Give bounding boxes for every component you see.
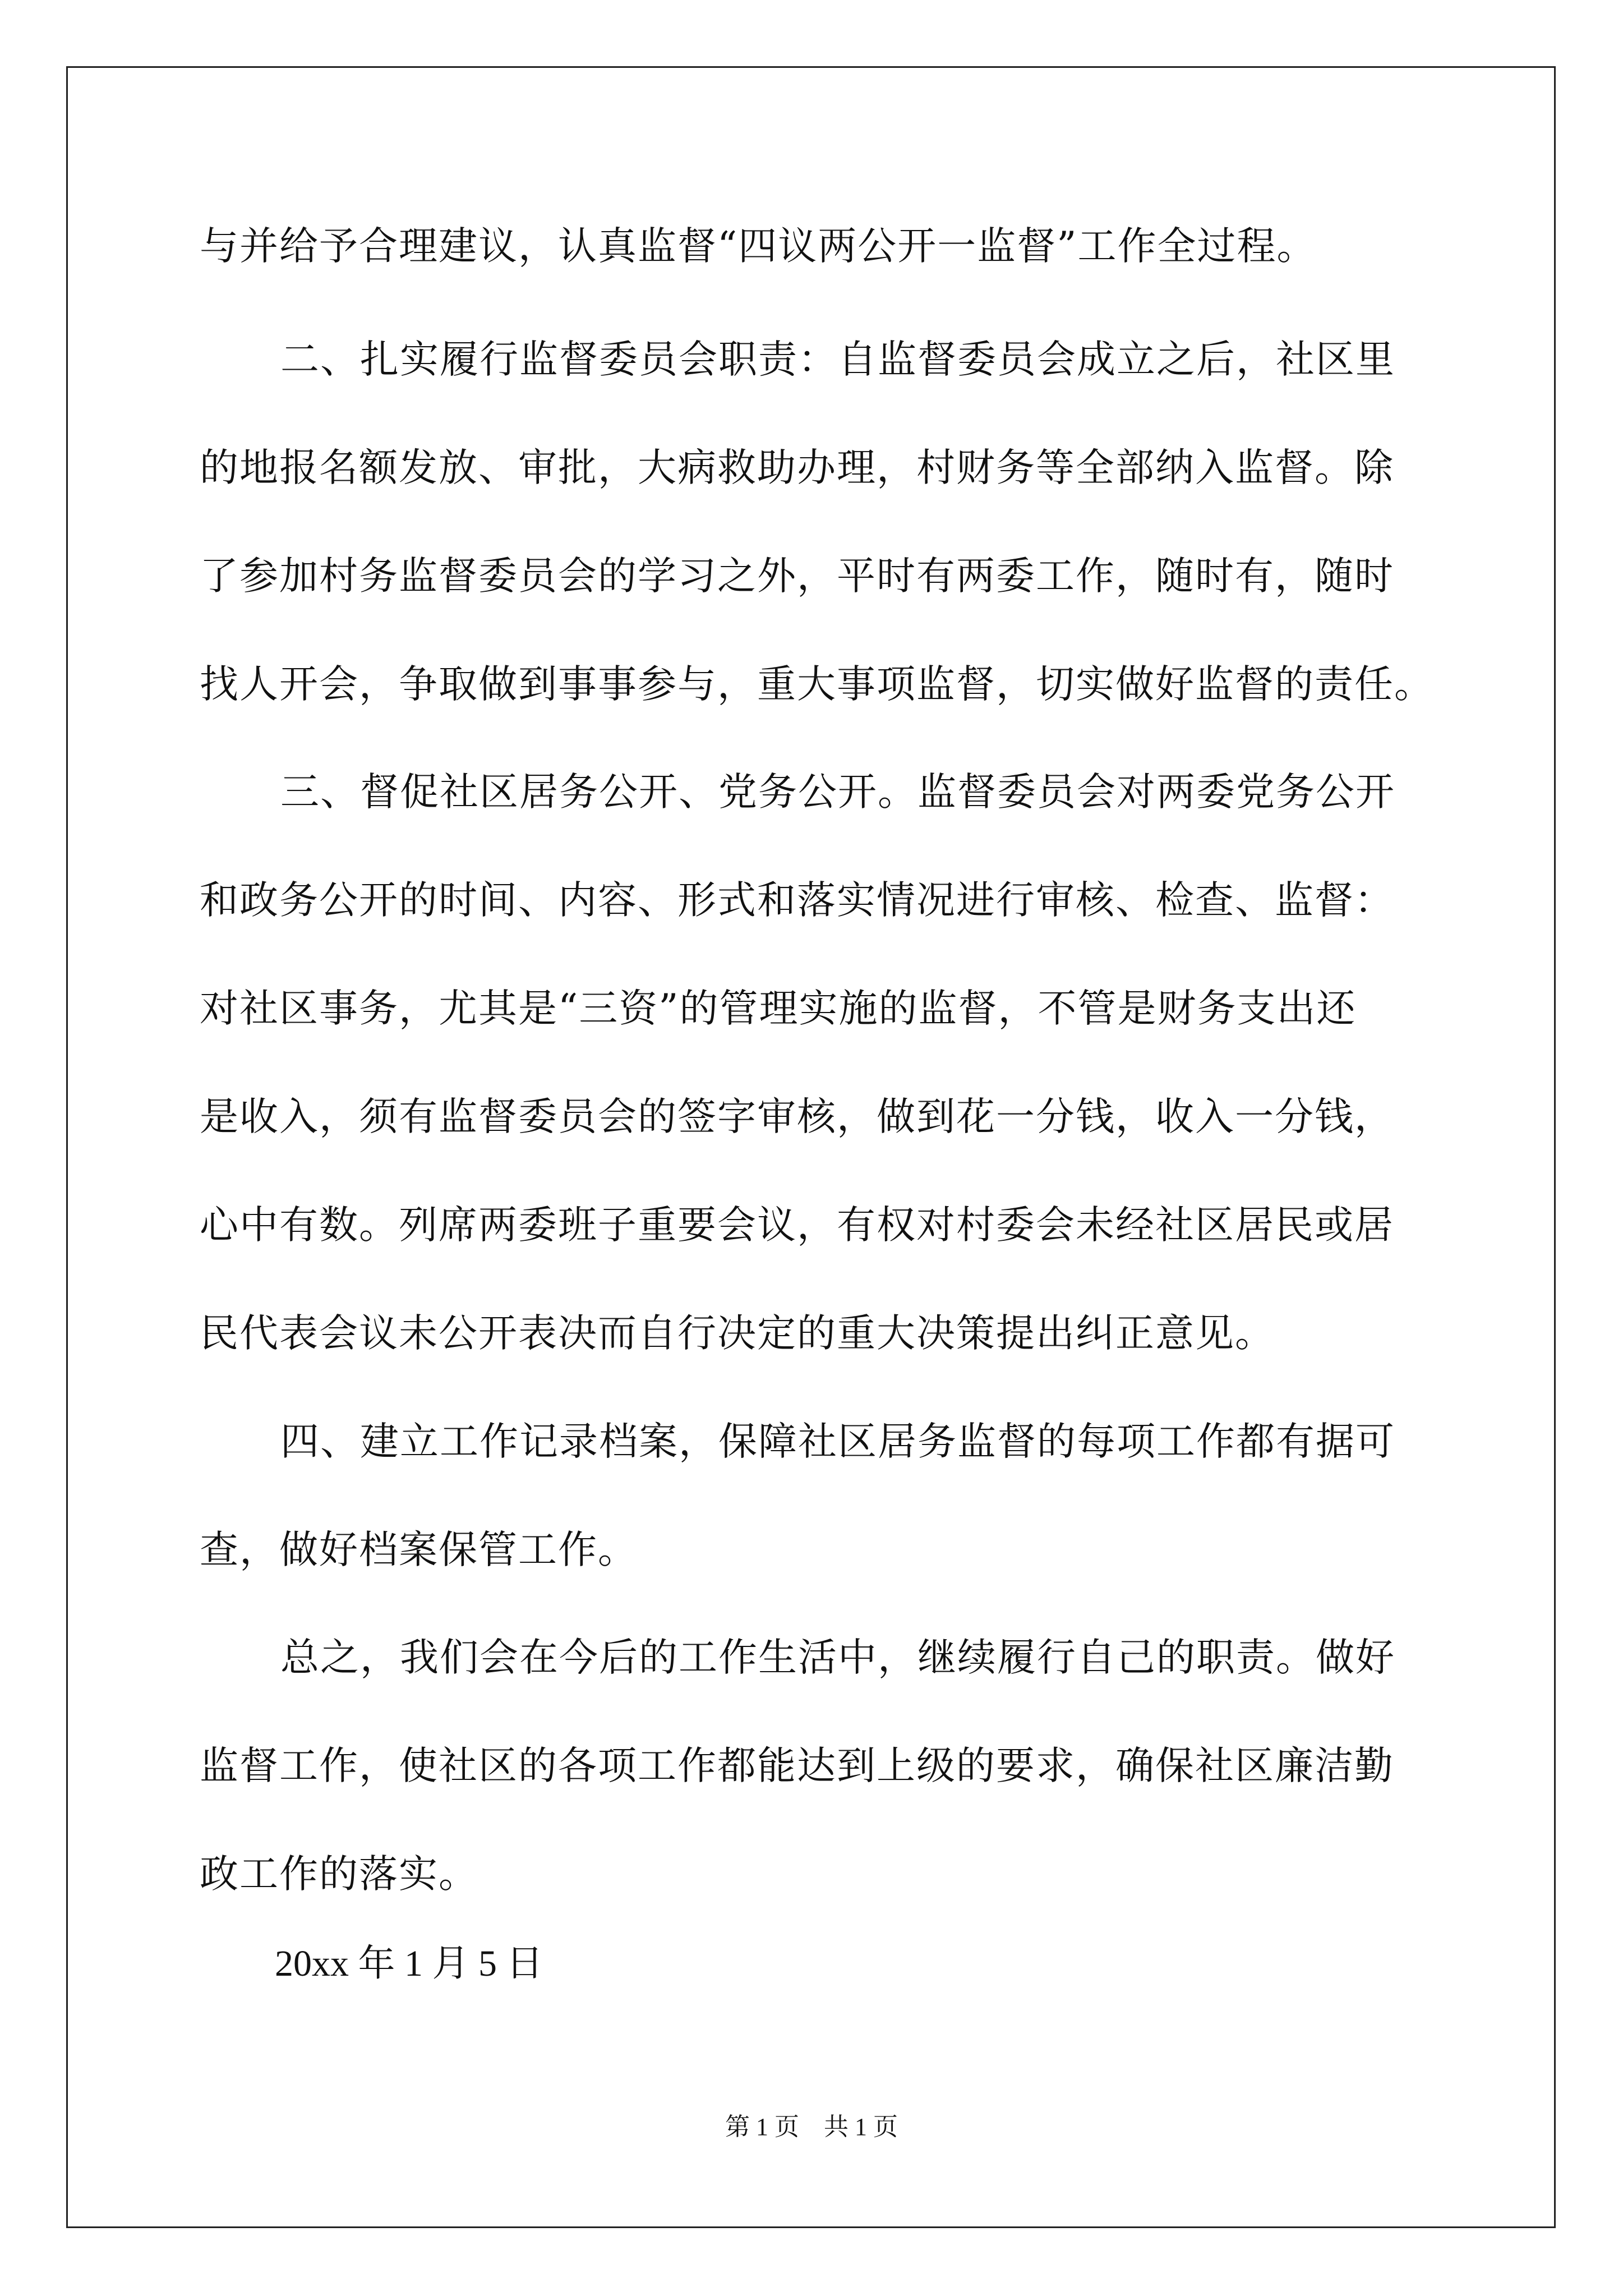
paragraph-3-line-4: 是收入，须有监督委员会的签字审核，做到花一分钱，收入一分钱， bbox=[200, 1094, 1394, 1139]
paragraph-5-line-2: 监督工作，使社区的各项工作都能达到上级的要求，确保社区廉洁勤 bbox=[200, 1743, 1394, 1788]
page-border bbox=[66, 66, 1556, 2228]
paragraph-2-line-1: 二、扎实履行监督委员会职责：自监督委员会成立之后，社区里 bbox=[280, 337, 1395, 382]
paragraph-3-line-3: 对社区事务，尤其是“三资”的管理实施的监督，不管是财务支出还 bbox=[200, 986, 1357, 1031]
paragraph-2-line-4: 找人开会，争取做到事事参与，重大事项监督，切实做好监督的责任。 bbox=[200, 662, 1434, 707]
paragraph-3-line-2: 和政务公开的时间、内容、形式和落实情况进行审核、检查、监督： bbox=[200, 878, 1394, 923]
page-footer: 第 1 页 共 1 页 bbox=[725, 2113, 898, 2141]
paragraph-2-line-3: 了参加村务监督委员会的学习之外，平时有两委工作，随时有，随时 bbox=[200, 554, 1394, 599]
paragraph-4-line-2: 查，做好档案保管工作。 bbox=[200, 1527, 638, 1572]
paragraph-5-line-1: 总之，我们会在今后的工作生活中，继续履行自己的职责。做好 bbox=[280, 1635, 1395, 1680]
paragraph-5-line-3: 政工作的落实。 bbox=[200, 1852, 478, 1897]
paragraph-3-line-1: 三、督促社区居务公开、党务公开。监督委员会对两委党务公开 bbox=[280, 770, 1395, 815]
paragraph-1-line-1: 与并给予合理建议，认真监督“四议两公开一监督”工作全过程。 bbox=[200, 224, 1317, 269]
paragraph-3-line-6: 民代表会议未公开表决而自行决定的重大决策提出纠正意见。 bbox=[200, 1311, 1275, 1356]
paragraph-3-line-5: 心中有数。列席两委班子重要会议，有权对村委会未经社区居民或居 bbox=[200, 1203, 1394, 1248]
paragraph-2-line-2: 的地报名额发放、审批，大病救助办理，村财务等全部纳入监督。除 bbox=[200, 445, 1394, 490]
paragraph-4-line-1: 四、建立工作记录档案，保障社区居务监督的每项工作都有据可 bbox=[280, 1419, 1395, 1464]
document-date: 20xx 年 1 月 5 日 bbox=[275, 1943, 543, 1984]
